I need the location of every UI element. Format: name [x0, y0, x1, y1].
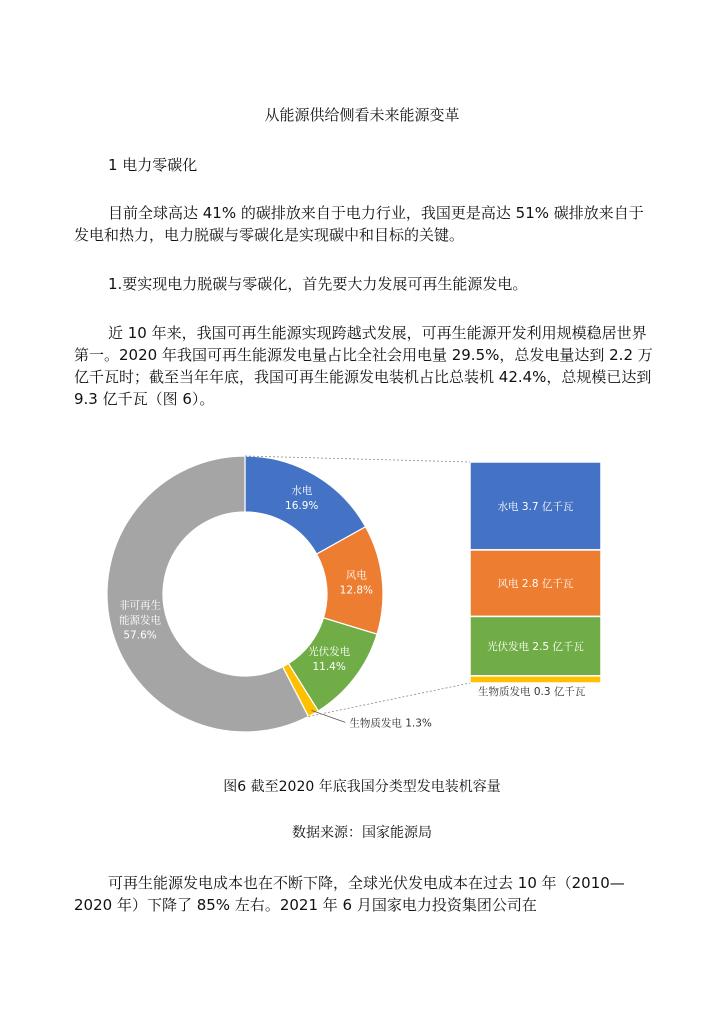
figure-caption: 图6 截至2020 年底我国分类型发电装机容量	[223, 779, 501, 795]
slice-label-biomass: 生物质发电 1.3%	[349, 717, 432, 730]
slice-label-solar: 11.4%	[312, 660, 346, 673]
capacity-donut-chart	[0, 440, 724, 760]
breakdown-label-solar: 光伏发电 2.5 亿千瓦	[487, 641, 584, 654]
slice-label-hydro: 16.9%	[285, 499, 319, 512]
slice-label-solar: 光伏发电	[308, 645, 351, 658]
breakdown-label-hydro: 水电 3.7 亿千瓦	[497, 500, 574, 513]
paragraph-renewables-point: 1.要实现电力脱碳与零碳化，首先要大力发展可再生能源发电。	[108, 275, 528, 293]
section-heading: 1 电力零碳化	[108, 156, 198, 174]
donut-layer	[107, 456, 432, 732]
slice-label-hydro: 水电	[291, 484, 313, 497]
figure-source: 数据来源：国家能源局	[292, 825, 432, 841]
breakdown-label-biomass: 生物质发电 0.3 亿千瓦	[478, 686, 586, 698]
paragraph-cost-decline: 可再生能源发电成本也在不断下降，全球光伏发电成本在过去 10 年（2010—2020 年）下降了 85% 左右。2021 年 6 月国家电力投资集团公司在	[74, 874, 625, 914]
breakdown-bar-biomass	[470, 676, 601, 683]
breakdown-label-wind: 风电 2.8 亿千瓦	[497, 578, 574, 591]
slice-label-non-renewable: 非可再生	[119, 599, 162, 612]
slice-label-wind: 12.8%	[339, 584, 374, 597]
slice-label-non-renewable: 能源发电	[119, 614, 162, 627]
paragraph-renewables-growth: 近 10 年来，我国可再生能源实现跨越式发展，可再生能源开发利用规模稳居世界第一。2020 年我国可再生能源发电量占比全社会用电量 29.5%，总发电量达到 2.2 万亿千瓦时；截至当年年底，我国可再生能源发电装机占比总装机 42.4%，总规模已达到 9.3 亿千瓦（图 6）。	[74, 324, 653, 408]
article-title: 从能源供给侧看未来能源变革	[264, 106, 460, 124]
slice-label-non-renewable: 57.6%	[123, 629, 157, 642]
slice-label-wind: 风电	[345, 569, 367, 582]
paragraph-emissions: 目前全球高达 41% 的碳排放来自于电力行业，我国更是高达 51% 碳排放来自于发电和热力，电力脱碳与零碳化是实现碳中和目标的关键。	[74, 204, 644, 244]
